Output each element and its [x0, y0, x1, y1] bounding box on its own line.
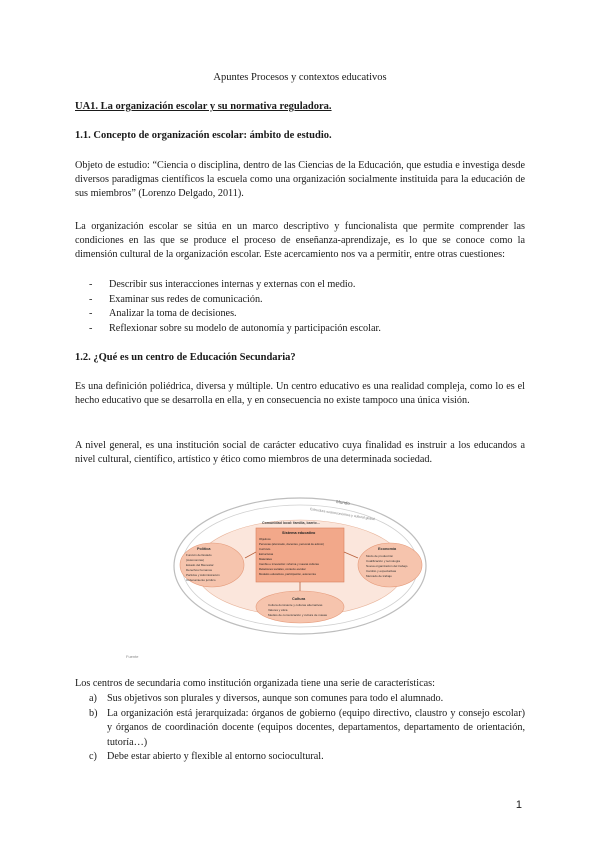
diagram-caption: Fuente [126, 654, 139, 659]
politics-line: Función del Estado [186, 553, 212, 557]
list-item: - Describir sus interacciones internas y externas con el medio. [75, 278, 525, 293]
dash-marker: - [89, 293, 93, 305]
list-item: c) Debe estar abierto y flexible al entorno sociocultural. [75, 750, 525, 765]
list-marker: b) [89, 707, 98, 719]
politics-line: Estado del Bienestar [186, 563, 214, 567]
dash-marker: - [89, 322, 93, 334]
list-item: - Analizar la toma de decisiones. [75, 307, 525, 322]
section-1-heading: 1.1. Concepto de organización escolar: ámbito de estudio. [75, 130, 332, 141]
economy-line: Mercado de trabajo [366, 574, 392, 578]
section-2-paragraph-2: A nivel general, es una institución social de carácter educativo cuya finalidad es instruir a los educandos a nivel cultural, científico, artístico y ético como miembros de una determinada sociedad. [75, 440, 525, 466]
list-item: b) La organización está jerarquizada: órganos de gobierno (equipo directivo, claustro y consejo escolar) y órganos de coordinación docente (equipos docentes, departamentos, departamento de orientación, tutoría…) [89, 707, 525, 748]
culture-bubble [256, 591, 344, 623]
culture-line: Cultura dominante y culturas alternativas [268, 603, 323, 607]
dash-marker: - [89, 308, 93, 320]
document-title: Apuntes Procesos y contextos educativos [213, 72, 387, 83]
politics-line: Derechos humanos [186, 568, 213, 572]
outer-sublabel: Estructura socioeconómica y cultural global [309, 507, 375, 522]
culture-title: Cultura [292, 597, 306, 601]
education-system-line: Materiales [259, 557, 272, 561]
objectives-list [75, 278, 525, 336]
list-item: - Reflexionar sobre su modelo de autonomía y participación escolar. [75, 322, 525, 337]
education-system-line: Estructuras [259, 552, 274, 556]
characteristics-list [75, 692, 525, 765]
education-system-line: Relaciones sociales, contexto escolar [259, 567, 306, 571]
list-item: a) Sus objetivos son plurales y diversos, aunque son comunes para todo el alumnado. [75, 692, 525, 707]
politics-title: Política [197, 547, 211, 551]
unit-heading: UA1. La organización escolar y su normativa reguladora. [75, 101, 332, 112]
economy-line: Modo de producción [366, 554, 394, 558]
education-system-diagram [170, 490, 430, 638]
politics-line: Partidos y Administración [186, 573, 220, 577]
education-system-line: Modelos educativos, participación, autonomía [259, 572, 316, 576]
economy-line: Cambio y expectativas [366, 569, 397, 573]
culture-line: Medios de comunicación y cultura de masas [268, 613, 328, 617]
list-marker: a) [89, 693, 97, 704]
economy-title: Economía [378, 547, 397, 551]
economy-line: Cualificación y tecnología [366, 559, 401, 563]
education-system-line: Cambio e innovación: reforma y nuevas culturas [259, 562, 319, 566]
section-1-paragraph-1: Objeto de estudio: “Ciencia o disciplina, dentro de las Ciencias de la Educación, que estudia e investiga desde diversos paradigmas científicos la escuela como una organización socialmente instituida para la educación de sus miembros” (Lorenzo Delgado, 2011). [75, 160, 525, 200]
page-number: 1 [515, 799, 522, 811]
economy-line: Nueva organización del trabajo [366, 564, 408, 568]
section-2-paragraph-1: Es una definición poliédrica, diversa y múltiple. Un centro educativo es una realidad compleja, como lo es el hecho educativo que se desarrolla en ella, y en consecuencia no existe tampoco una única visión. [75, 381, 525, 407]
section-1-paragraph-2: La organización escolar se sitúa en un marco descriptivo y funcionalista que permite comprender las condiciones en las que se produce el proceso de enseñanza-aprendizaje, es lo que se conoce como la dimensión cultural de la organización escolar. Este acercamiento nos va a permitir, entre otras cuestiones: [75, 221, 525, 261]
section-2-heading: 1.2. ¿Qué es un centro de Educación Secundaria? [75, 352, 296, 363]
culture-line: Valores y ética [268, 608, 288, 612]
list-item: - Examinar sus redes de comunicación. [75, 293, 525, 308]
education-system-line: Objetivos [259, 537, 271, 541]
politics-line: Ordenamiento jurídico [186, 578, 216, 582]
education-system-line: Personas (alumnado, docentes, personal de admón) [259, 542, 325, 546]
list-marker: c) [89, 751, 97, 763]
education-system-line: Currículo [259, 547, 271, 551]
community-label: Comunidad local: familia, barrio… [262, 521, 321, 525]
politics-line: (Autonomías) [186, 558, 205, 562]
dash-marker: - [89, 279, 93, 290]
section-3-intro: Los centros de secundaria como institución organizada tiene una serie de características: [75, 678, 435, 689]
education-system-title: Sistema educativo [282, 531, 316, 535]
outer-label: Mundo [335, 499, 351, 506]
